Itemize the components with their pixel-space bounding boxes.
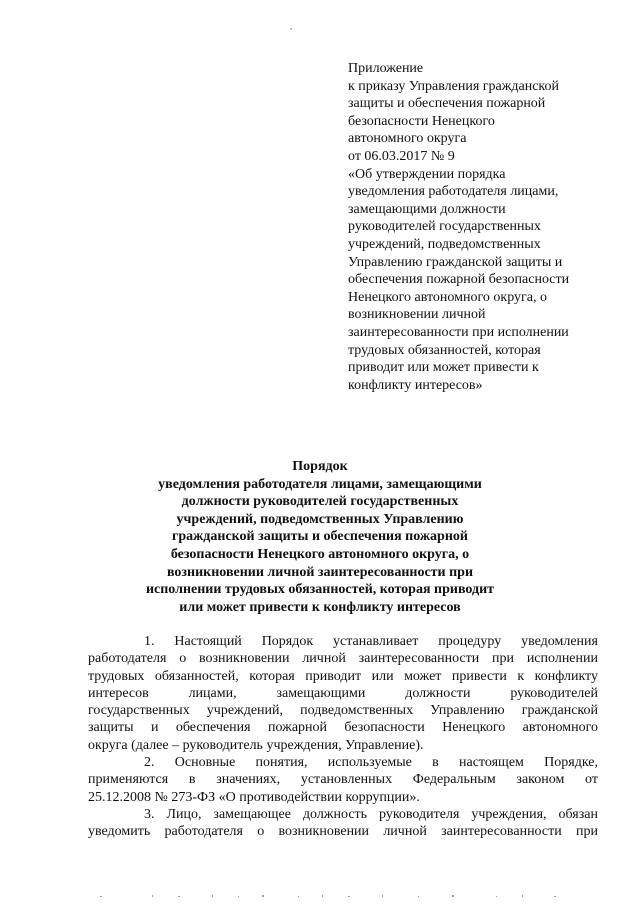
paragraph-line: государственных учреждений, подведомственных Управлению гражданской [88, 703, 598, 719]
document-title [110, 458, 530, 616]
paragraph-line: применяются в значениях, установленных Федеральным законом от [88, 772, 598, 788]
appendix-line: приводит или может привести к [348, 360, 539, 376]
appendix-line: заинтересованности при исполнении [348, 324, 569, 340]
title-line: учреждений, подведомственных Управлению [176, 511, 464, 527]
appendix-line: от 06.03.2017 № 9 [348, 148, 455, 164]
title-line: уведомления работодателя лицами, замещающими [158, 476, 482, 492]
appendix-line: конфликту интересов» [348, 377, 483, 393]
appendix-line: возникновении личной [348, 307, 486, 323]
title-line: или может привести к конфликту интересов [179, 599, 461, 615]
title-line: должности руководителей государственных [181, 494, 459, 510]
appendix-line: защиты и обеспечения пожарной [348, 96, 546, 112]
scan-mark [290, 28, 292, 30]
appendix-line: Управлению гражданской защиты и [348, 254, 563, 270]
appendix-line: трудовых обязанностей, которая [348, 342, 541, 358]
paragraph-line: 1. Настоящий Порядок устанавливает процедуру уведомления [144, 634, 598, 649]
appendix-line: безопасности Ненецкого [348, 113, 495, 129]
title-line: исполнении трудовых обязанностей, которая приводит [145, 582, 495, 598]
scan-artifact-dots [0, 893, 640, 899]
paragraph-line: защиты и обеспечения пожарной безопасности Ненецкого автономного [88, 720, 598, 736]
appendix-line: обеспечения пожарной безопасности [348, 272, 570, 288]
paragraph-line: 25.12.2008 № 273-ФЗ «О противодействии коррупции». [88, 789, 420, 805]
appendix-line: Ненецкого автономного округа, о [348, 289, 547, 305]
title-line: безопасности Ненецкого автономного округа, о [170, 546, 470, 562]
document-body [88, 633, 598, 841]
appendix-line: автономного округа [348, 131, 467, 147]
paragraph-line: интересов лицами, замещающими должности руководителей [88, 685, 598, 701]
paragraph-line: 3. Лицо, замещающее должность руководителя учреждения, обязан [144, 806, 598, 822]
paragraph-line: трудовых обязанностей, которая приводит или может привести к конфликту [88, 668, 598, 684]
appendix-line: Приложение [348, 61, 424, 76]
paragraph-line: 2. Основные понятия, используемые в настоящем Порядке, [144, 755, 598, 771]
paragraph-line: работодателя о возникновении личной заинтересованности при исполнении [88, 651, 598, 667]
appendix-line: к приказу Управления гражданской [348, 78, 560, 94]
title-line: Порядок [292, 459, 348, 474]
paragraph-line: округа (далее – руководитель учреждения, Управление). [88, 737, 424, 753]
title-line: гражданской защиты и обеспечения пожарной [172, 529, 468, 545]
appendix-line: уведомления работодателя лицами, [348, 184, 559, 200]
appendix-line: «Об утверждении порядка [348, 166, 506, 182]
appendix-line: руководителей государственных [348, 219, 541, 235]
appendix-line: учреждений, подведомственных [348, 236, 541, 252]
paragraph-line: уведомить работодателя о возникновении личной заинтересованности при [88, 824, 598, 840]
appendix-line: замещающими должности [348, 201, 506, 217]
title-line: возникновении личной заинтересованности при [166, 564, 474, 580]
appendix-header [348, 60, 598, 394]
